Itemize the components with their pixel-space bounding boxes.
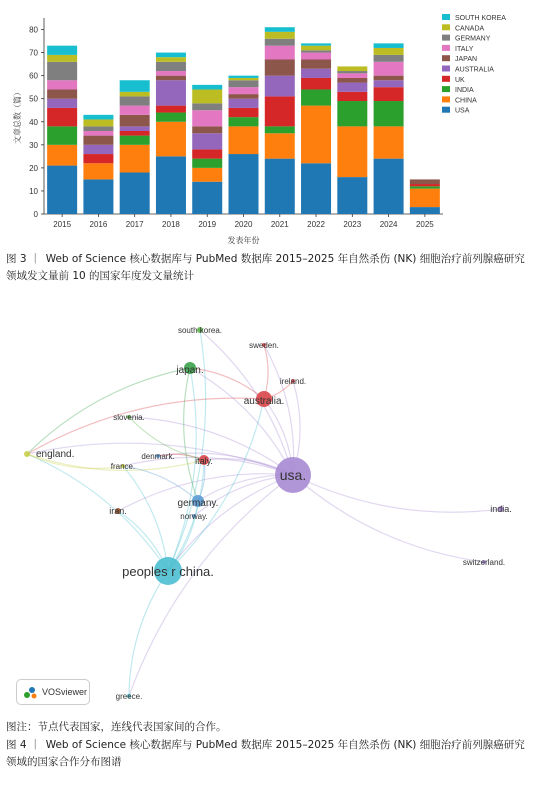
bar-segment-usa [374,159,404,214]
network-node [249,341,279,350]
bar-segment-china [83,163,113,179]
network-link [293,475,501,512]
node-label: france. [110,462,136,471]
node-label: slovenia. [113,413,145,422]
bar-segment-canada [337,66,367,71]
network-link [123,466,168,571]
node-label: iran. [109,506,127,516]
bar-segment-south-korea [265,27,295,32]
bar-segment-usa [265,159,295,214]
network-node [24,449,74,460]
bar-segment-germany [337,71,367,73]
network-node [109,506,127,516]
y-tick-label: 30 [29,140,38,150]
figure-4-caption [6,737,534,771]
network-node [122,557,214,585]
y-axis-title: 文章总数（篇） [13,88,22,144]
bar-segment-uk [192,149,222,158]
bar-segment-india [410,186,440,188]
legend-label: GERMANY [455,35,491,43]
y-tick-label: 40 [29,117,38,127]
legend-label: SOUTH KOREA [455,15,506,22]
bar-segment-japan [156,76,186,81]
bar-segment-italy [83,131,113,136]
figure-3-label: 图 3 ｜ [6,253,41,265]
network-link [264,345,294,475]
bar-segment-germany [156,62,186,71]
bar-segment-usa [229,154,259,214]
bar-segment-canada [265,32,295,39]
bar-segment-south-korea [156,53,186,58]
bar-segment-india [120,136,150,145]
bar-segment-japan [301,60,331,69]
y-tick-label: 60 [29,71,38,81]
node-label: greece. [115,692,143,701]
bar-segment-south-korea [374,43,404,48]
bar-segment-australia [265,76,295,97]
bar-segment-germany [192,103,222,110]
bar-segment-japan [120,115,150,127]
bar-segment-uk [156,106,186,113]
bar-segment-australia [229,99,259,108]
figure-4-label: 图 4 ｜ [6,739,41,751]
legend-swatch [442,76,450,82]
bar-segment-china [47,145,77,166]
bar-segment-south-korea [301,43,331,45]
bar-segment-uk [120,131,150,136]
bar-segment-usa [337,177,367,214]
node-label: germany. [177,498,219,509]
legend-label: INDIA [455,87,474,95]
bar-segment-australia [337,83,367,92]
x-tick-label: 2018 [162,220,180,229]
node-label: england. [36,449,75,460]
node-label: india. [490,504,512,514]
x-tick-label: 2015 [53,220,72,229]
bar-segment-germany [301,50,331,52]
x-tick-label: 2022 [307,220,325,229]
bar-segment-uk [47,108,77,126]
y-tick-label: 0 [33,210,38,219]
bar-segment-usa [192,182,222,214]
bar-segment-canada [156,57,186,62]
network-node [280,377,306,386]
node-label: ireland. [279,377,307,386]
bar-segment-canada [374,48,404,55]
bar-segment-india [374,101,404,126]
node-label: japan. [176,365,204,376]
network-node [111,462,135,471]
legend-swatch [442,107,450,113]
bar-segment-japan [229,94,259,99]
x-tick-label: 2023 [343,220,362,229]
bar-segment-china [301,106,331,164]
bar-segment-usa [410,207,440,214]
node-circle [24,451,30,457]
node-label: australia. [243,396,285,407]
bar-segment-south-korea [83,115,113,120]
figure-4-text: Web of Science 核心数据库与 PubMed 数据库 2015–2025 年自然杀伤 (NK) 细胞治疗前列腺癌研究领域的国家合作分布图谱 [6,739,525,768]
bar-segment-china [337,126,367,177]
network-link [264,345,268,399]
x-tick-label: 2016 [89,220,108,229]
bar-segment-china [120,145,150,173]
y-tick-label: 70 [29,48,38,58]
network-node [195,455,213,466]
legend-label: AUSTRALIA [455,66,494,74]
bar-segment-india [229,117,259,126]
figure-3-caption [6,251,534,285]
x-axis-title: 发表年份 [227,236,260,245]
bar-segment-italy [337,73,367,78]
bar-segment-germany [47,62,77,80]
bar-segment-italy [265,46,295,60]
legend-swatch [442,14,450,20]
bar-segment-china [229,126,259,154]
bar-segment-australia [120,126,150,131]
legend-label: CHINA [455,97,477,105]
bar-segment-italy [229,87,259,94]
node-label: south korea. [177,326,223,335]
node-label: sweden. [249,341,279,350]
bar-segment-south-korea [229,76,259,78]
legend-swatch [442,45,450,51]
node-label: switzerland. [462,558,506,567]
legend-swatch [442,96,450,102]
bar-segment-italy [156,71,186,76]
bar-segment-italy [120,106,150,115]
bar-segment-uk [410,184,440,186]
network-links [27,330,501,696]
bar-segment-china [410,189,440,207]
bar-segment-japan [47,89,77,98]
bar-segment-japan [410,179,440,184]
network-link [129,571,168,696]
network-link [168,368,196,571]
network-node [490,504,512,514]
bar-segment-uk [337,92,367,101]
bar-segment-japan [192,126,222,133]
bar-segment-japan [374,76,404,81]
bar-segment-india [47,126,77,144]
bar-segment-canada [192,89,222,103]
network-node [175,362,203,376]
network-node [141,452,174,461]
vosviewer-logo-icon [23,685,37,699]
bar-segment-japan [83,136,113,145]
bar-segment-uk [265,96,295,126]
node-label: norway. [180,512,208,521]
bar-segment-india [337,101,367,126]
bar-segment-australia [156,80,186,105]
bar-segment-germany [374,55,404,62]
bar-segment-canada [47,55,77,62]
x-tick-label: 2021 [270,220,289,229]
bar-segment-australia [374,80,404,87]
network-node [178,326,222,335]
bar-segment-india [192,159,222,168]
node-label: italy. [195,456,213,466]
y-tick-label: 20 [29,163,38,173]
x-tick-label: 2019 [198,220,217,229]
bar-segment-italy [192,110,222,126]
bar-segment-china [192,168,222,182]
network-link [27,398,264,454]
bar-segment-china [156,122,186,157]
bar-segment-india [265,126,295,133]
bar-segment-germany [83,126,113,131]
legend-swatch [442,66,450,72]
bar-segment-italy [301,53,331,60]
bar-segment-usa [83,179,113,214]
bar-segment-south-korea [120,80,150,92]
y-tick-label: 80 [29,25,38,35]
bar-segment-australia [192,133,222,149]
bar-segment-usa [47,166,77,214]
stacked-bar-chart [0,0,537,250]
bar-segment-uk [374,87,404,101]
node-label: peoples r china. [122,564,214,579]
network-node [178,495,219,509]
y-tick-label: 50 [29,94,38,104]
bar-segment-china [265,133,295,158]
legend-label: ITALY [455,45,474,53]
network-node [275,457,311,493]
bar-segment-australia [47,99,77,108]
legend-label: CANADA [455,25,485,33]
bar-segment-usa [156,156,186,214]
vosviewer-badge-label: VOSviewer [42,687,88,697]
bar-segment-italy [47,80,77,89]
legend-swatch [442,35,450,41]
node-label: usa. [279,467,307,483]
figure-3-text: Web of Science 核心数据库与 PubMed 数据库 2015–2025 年自然杀伤 (NK) 细胞治疗前列腺癌研究领域发文量前 10 的国家年度发文量统计 [6,253,525,282]
network-node [116,692,143,701]
bar-segment-japan [265,60,295,76]
x-tick-label: 2024 [379,220,398,229]
legend-swatch [442,86,450,92]
legend-label: JAPAN [455,56,478,64]
legend-label: USA [455,107,470,115]
network-node [180,512,207,521]
bar-segment-australia [83,145,113,154]
bar-segment-usa [301,163,331,214]
bar-segment-south-korea [192,85,222,90]
bar-segment-germany [120,96,150,105]
bar-segment-uk [229,108,259,117]
bar-segment-canada [83,119,113,126]
bar-segment-australia [301,69,331,78]
x-tick-label: 2020 [234,220,253,229]
vosviewer-badge [16,679,90,705]
bar-segment-canada [301,46,331,51]
bar-segment-germany [265,39,295,46]
country-collaboration-network [8,318,530,710]
bar-segment-germany [229,80,259,87]
node-label: denmark. [141,452,175,461]
bar-segment-south-korea [47,46,77,55]
figure-4-note: 图注：节点代表国家，连线代表国家间的合作。 [6,721,227,733]
bar-segment-india [156,113,186,122]
bar-segment-usa [120,172,150,214]
bar-segment-china [374,126,404,158]
bar-segment-uk [301,78,331,90]
x-tick-label: 2025 [415,220,434,229]
legend-swatch [442,55,450,61]
network-link [158,453,293,475]
y-tick-label: 10 [29,186,38,196]
bar-segment-canada [229,78,259,80]
network-node [113,413,145,422]
bar-segment-uk [83,154,113,163]
legend-swatch [442,24,450,30]
bar-segment-japan [337,78,367,83]
bar-segment-india [301,89,331,105]
x-tick-label: 2017 [125,220,144,229]
bar-segment-canada [120,92,150,97]
legend-label: UK [455,76,465,84]
bar-segment-italy [374,62,404,76]
network-node [463,558,505,567]
